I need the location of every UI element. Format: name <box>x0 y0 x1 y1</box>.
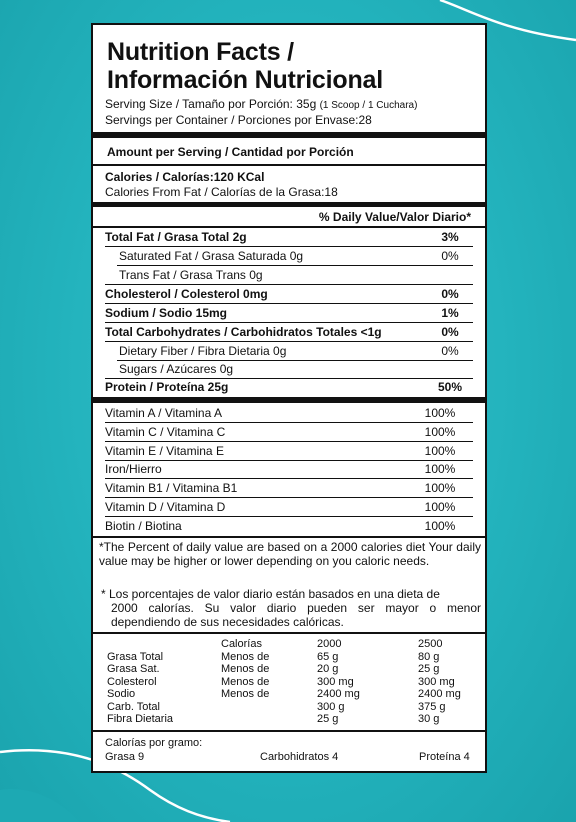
vitamin-label: Biotin / Biotina <box>105 519 182 533</box>
row-divider <box>117 360 473 361</box>
guide-value-2500: 375 g <box>418 700 446 713</box>
serving-size-value: 35g <box>296 97 317 111</box>
guide-value-2000: 2400 mg <box>317 688 360 700</box>
servings-per-container <box>105 113 372 127</box>
vitamin-label: Iron/Hierro <box>105 462 162 476</box>
row-divider <box>105 478 473 479</box>
guide-nutrient: Fibra Dietaria <box>107 713 174 725</box>
row-divider <box>117 265 473 266</box>
divider <box>93 730 485 732</box>
per-gram-fat: Grasa 9 <box>105 751 145 763</box>
guide-header-2000: 2000 <box>317 638 342 650</box>
serving-size-label: Serving Size / Tamaño por Porción: <box>105 97 293 111</box>
thick-divider <box>93 132 485 138</box>
vitamin-dv: 100% <box>424 444 456 458</box>
thick-divider <box>93 202 485 207</box>
row-divider <box>105 322 473 323</box>
serving-size-note: (1 Scoop / 1 Cuchara) <box>319 100 418 111</box>
guide-header-2500: 2500 <box>418 638 443 650</box>
guide-value-2500: 25 g <box>418 663 440 675</box>
vitamin-label: Vitamin C / Vitamina C <box>105 425 226 439</box>
row-divider <box>105 341 473 342</box>
guide-value-2500: 2400 mg <box>418 688 461 700</box>
row-divider <box>105 460 473 461</box>
guide-value-2000: 300 g <box>317 700 345 713</box>
nutrition-label <box>91 23 487 773</box>
nutrient-dv: 3% <box>441 230 459 244</box>
amount-per-serving: Amount per Serving / Cantidad por Porción <box>107 145 354 159</box>
guide-value-2500: 80 g <box>418 650 440 663</box>
nutrient-label: Total Fat / Grasa Total 2g <box>105 230 247 244</box>
nutrient-dv: 1% <box>441 306 459 320</box>
nutrient-label: Cholesterol / Colesterol 0mg <box>105 287 268 301</box>
footnote-spanish-1: * Los porcentajes de valor diario están basados en una dieta de <box>101 587 440 601</box>
guide-qualifier: Menos de <box>221 650 270 663</box>
nutrient-label: Sugars / Azúcares 0g <box>119 362 234 376</box>
servings-per-container-label: Servings per Container / Porciones por Envase: <box>105 113 359 127</box>
vitamin-label: Vitamin D / Vitamina D <box>105 500 226 514</box>
calories-row <box>105 170 264 184</box>
calories-label: Calories / Calorías: <box>105 170 214 184</box>
divider <box>93 632 485 634</box>
vitamin-dv: 100% <box>424 425 456 439</box>
row-divider <box>105 441 473 442</box>
nutrient-label: Protein / Proteína 25g <box>105 380 229 394</box>
divider <box>93 164 485 166</box>
guide-value-2500: 30 g <box>418 713 440 725</box>
per-gram-carbs: Carbohidratos 4 <box>260 751 339 763</box>
calories-per-gram-label: Calorías por gramo: <box>105 737 203 749</box>
guide-nutrient: Carb. Total <box>107 700 160 713</box>
vitamin-dv: 100% <box>424 519 456 533</box>
nutrient-label: Trans Fat / Grasa Trans 0g <box>119 268 263 282</box>
serving-size <box>105 97 417 113</box>
row-divider <box>105 378 473 379</box>
calories-from-fat-value: 18 <box>324 185 338 199</box>
footnote-spanish-2: 2000 calorías. Su valor diario pueden ser mayor o menor dependiendo de sus necesidades calóricas. <box>111 601 481 629</box>
vitamin-label: Vitamin A / Vitamina A <box>105 406 222 420</box>
vitamin-dv: 100% <box>424 500 456 514</box>
guide-value-2500: 300 mg <box>418 675 455 688</box>
vitamin-dv: 100% <box>424 481 456 495</box>
guide-nutrient: Sodio <box>107 688 136 700</box>
vitamin-dv: 100% <box>424 462 456 476</box>
vitamin-dv: 100% <box>424 406 456 420</box>
guide-nutrient: Grasa Total <box>107 650 164 663</box>
nutrient-label: Sodium / Sodio 15mg <box>105 306 228 320</box>
servings-per-container-value: 28 <box>358 113 372 127</box>
nutrient-dv: 0% <box>441 344 459 358</box>
title-line-1: Nutrition Facts / <box>107 38 294 66</box>
daily-value-header: % Daily Value/Valor Diario* <box>318 210 471 224</box>
nutrient-dv: 50% <box>437 380 463 394</box>
footnote-english: *The Percent of daily value are based on a 2000 calories diet Your daily value may be higher or lower depending on you caloric needs. <box>99 540 481 568</box>
row-divider <box>105 284 473 285</box>
guide-qualifier: Menos de <box>221 675 270 688</box>
nutrient-label: Saturated Fat / Grasa Saturada 0g <box>119 249 304 263</box>
title-line-2: Información Nutricional <box>107 66 383 94</box>
thick-divider <box>93 397 485 403</box>
row-divider <box>105 303 473 304</box>
nutrient-label: Total Carbohydrates / Carbohidratos Totales <1g <box>105 325 382 339</box>
calories-from-fat-label: Calories From Fat / Calorías de la Grasa: <box>105 185 325 199</box>
nutrient-dv: 0% <box>441 325 459 339</box>
calories-from-fat-row <box>105 185 338 199</box>
row-divider <box>105 422 473 423</box>
guide-header-calories: Calorías <box>221 638 262 650</box>
divider <box>93 536 485 538</box>
per-gram-protein: Proteína 4 <box>419 751 470 763</box>
guide-nutrient: Colesterol <box>107 675 157 688</box>
nutrient-dv: 0% <box>441 287 459 301</box>
calories-value: 120 KCal <box>213 170 265 184</box>
nutrient-label: Dietary Fiber / Fibra Dietaria 0g <box>119 344 287 358</box>
row-divider <box>105 516 473 517</box>
guide-value-2000: 65 g <box>317 650 339 663</box>
guide-nutrient: Grasa Sat. <box>107 663 160 675</box>
divider <box>93 226 485 228</box>
guide-value-2000: 25 g <box>317 713 339 725</box>
guide-qualifier: Menos de <box>221 663 270 675</box>
guide-qualifier: Menos de <box>221 688 270 700</box>
nutrient-dv: 0% <box>441 249 459 263</box>
row-divider <box>105 246 473 247</box>
vitamin-label: Vitamin B1 / Vitamina B1 <box>105 481 238 495</box>
row-divider <box>105 497 473 498</box>
guide-value-2000: 300 mg <box>317 675 354 688</box>
vitamin-label: Vitamin E / Vitamina E <box>105 444 224 458</box>
guide-value-2000: 20 g <box>317 663 339 675</box>
